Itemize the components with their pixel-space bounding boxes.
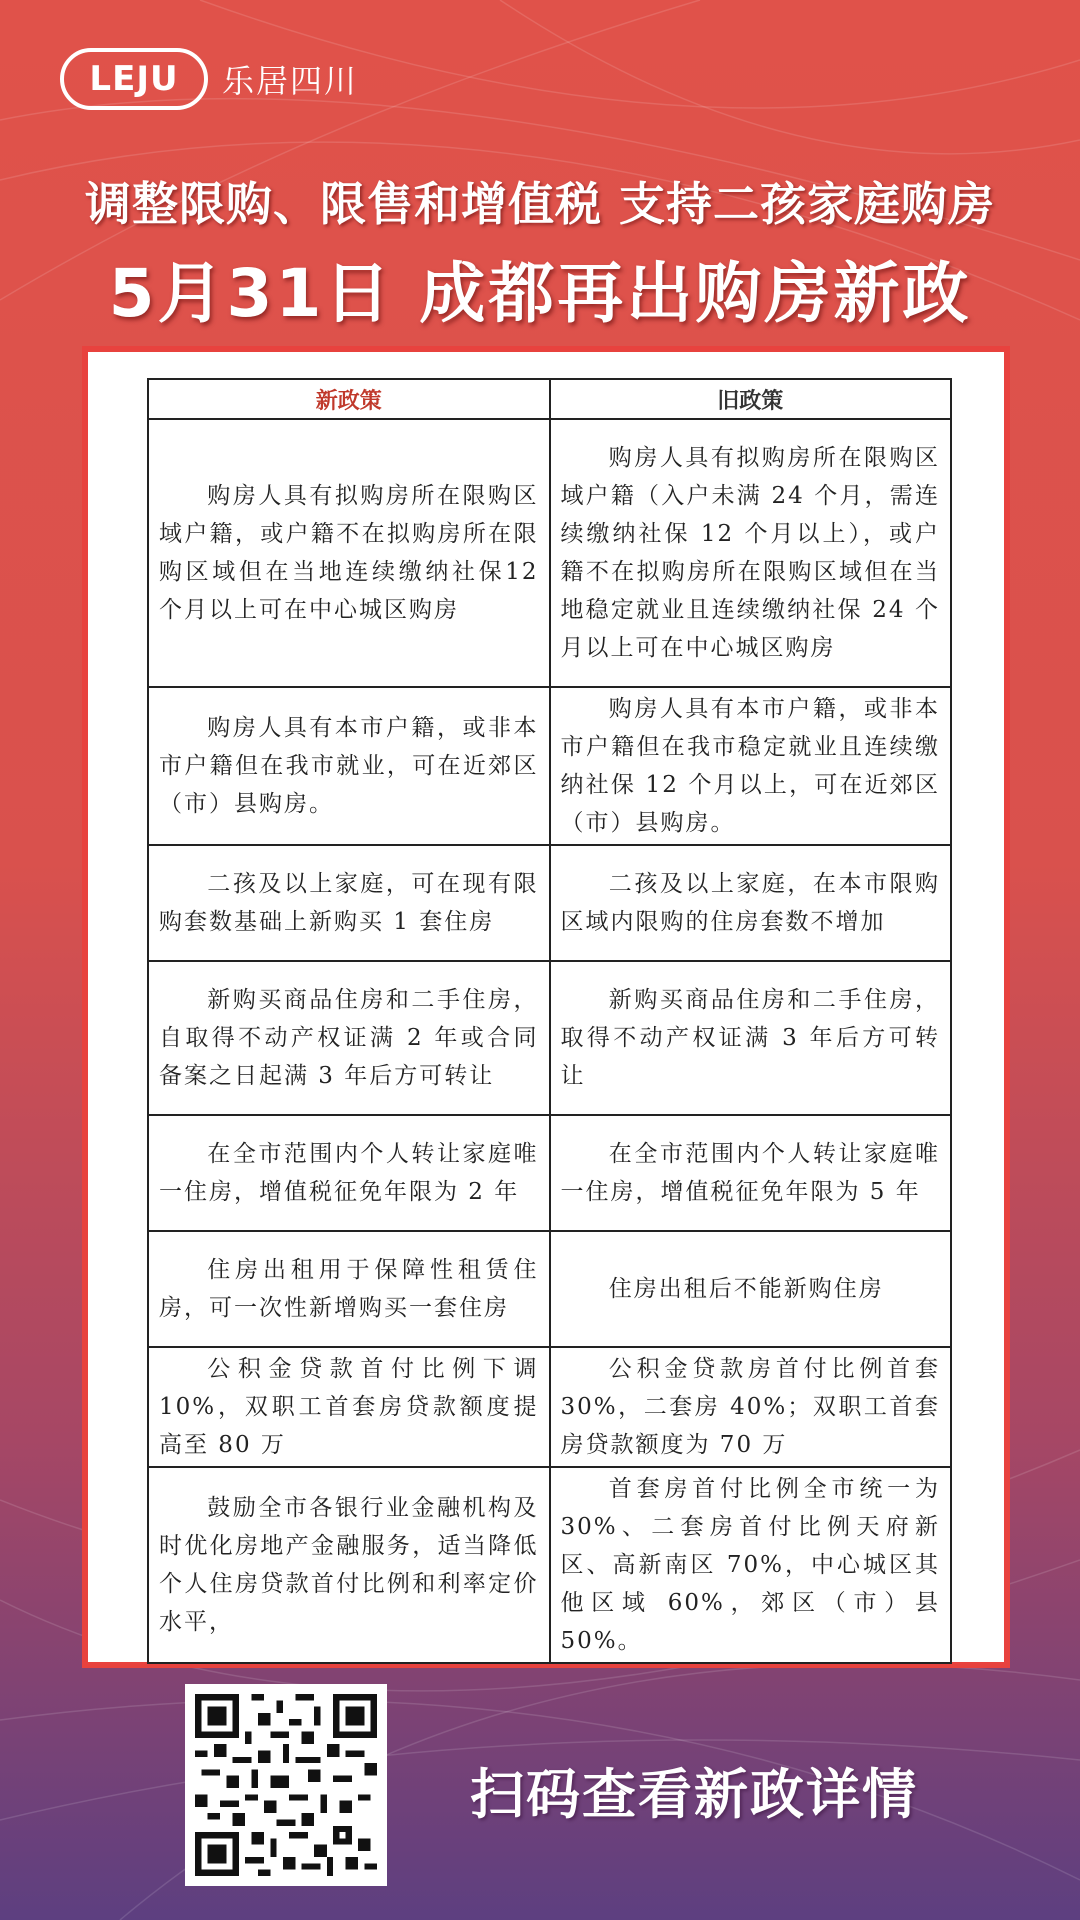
table-row [148, 1467, 951, 1663]
leju-logo-badge [60, 48, 208, 110]
table-row [148, 961, 951, 1115]
old-policy-cell [550, 1231, 952, 1347]
cell-text: 公积金贷款房首付比例首套 30%，二套房 40%；双职工首套房贷款额度为 70 万 [560, 1356, 940, 1458]
policy-comparison-table [147, 378, 952, 1664]
old-policy-cell [550, 845, 952, 961]
cell-text: 二孩及以上家庭，可在现有限购套数基础上新购买 1 套住房 [159, 871, 539, 935]
table-row [148, 1231, 951, 1347]
headline-title: 5月31日 成都再出购房新政 [108, 255, 972, 332]
cell-text: 首套房首付比例全市统一为 30%、二套房首付比例天府新区、高新南区 70%，中心城区其他区域 60%，郊区（市）县 50%。 [560, 1476, 940, 1654]
cell-text: 购房人具有本市户籍，或非本市户籍但在我市稳定就业且连续缴纳社保 12 个月以上，可在近郊区（市）县购房。 [560, 696, 940, 836]
old-policy-cell [550, 961, 952, 1115]
old-policy-header: 旧政策 [550, 379, 952, 419]
cell-text: 在全市范围内个人转让家庭唯一住房，增值税征免年限为 2 年 [159, 1141, 539, 1205]
old-policy-cell [550, 419, 952, 687]
new-policy-cell [148, 687, 550, 845]
cell-text: 住房出租后不能新购住房 [608, 1276, 884, 1302]
new-policy-header: 新政策 [148, 379, 550, 419]
new-policy-cell [148, 1231, 550, 1347]
brand-logo [60, 48, 358, 110]
cell-text: 新购买商品住房和二手住房，取得不动产权证满 3 年后方可转让 [560, 987, 940, 1089]
old-policy-cell [550, 1115, 952, 1231]
table-row [148, 687, 951, 845]
new-policy-cell [148, 1115, 550, 1231]
policy-panel [82, 346, 1010, 1668]
old-policy-cell [550, 1347, 952, 1467]
cell-text: 购房人具有拟购房所在限购区域户籍（入户未满 24 个月，需连续缴纳社保 12 个月以上），或户籍不在拟购房所在限购区域但在当地稳定就业且连续缴纳社保 24 个月以上可在中心城区购房 [560, 445, 940, 661]
new-policy-cell [148, 1467, 550, 1663]
old-policy-cell [550, 1467, 952, 1663]
cell-text: 购房人具有拟购房所在限购区域户籍，或户籍不在拟购房所在限购区域但在当地连续缴纳社保12个月以上可在中心城区购房 [159, 483, 539, 623]
cell-text: 二孩及以上家庭，在本市限购区域内限购的住房套数不增加 [560, 871, 940, 935]
cell-text: 在全市范围内个人转让家庭唯一住房，增值税征免年限为 5 年 [560, 1141, 940, 1205]
cell-text: 购房人具有本市户籍，或非本市户籍但在我市就业，可在近郊区（市）县购房。 [159, 715, 539, 817]
old-policy-cell [550, 687, 952, 845]
new-policy-cell [148, 1347, 550, 1467]
table-row [148, 1347, 951, 1467]
new-policy-cell [148, 961, 550, 1115]
brand-name: 乐居四川 [222, 62, 359, 100]
new-policy-cell [148, 845, 550, 961]
cell-text: 新购买商品住房和二手住房，自取得不动产权证满 2 年或合同备案之日起满 3 年后方可转让 [159, 987, 539, 1089]
cell-text: 鼓励全市各银行业金融机构及时优化房地产金融服务，适当降低个人住房贷款首付比例和利率定价水平， [159, 1495, 539, 1635]
cell-text: 公积金贷款首付比例下调 10%，双职工首套房贷款额度提高至 80 万 [159, 1356, 539, 1458]
headline-subtitle: 调整限购、限售和增值税 支持二孩家庭购房 [84, 177, 995, 231]
table-header-row [148, 379, 951, 419]
scan-cta-text: 扫码查看新政详情 [470, 1763, 918, 1826]
new-policy-cell [148, 419, 550, 687]
table-row [148, 845, 951, 961]
qr-code[interactable] [185, 1684, 387, 1886]
table-row [148, 1115, 951, 1231]
table-row [148, 419, 951, 687]
qr-code-icon [195, 1694, 377, 1876]
cell-text: 住房出租用于保障性租赁住房，可一次性新增购买一套住房 [159, 1257, 539, 1321]
logo-text: LEJU [89, 59, 179, 99]
